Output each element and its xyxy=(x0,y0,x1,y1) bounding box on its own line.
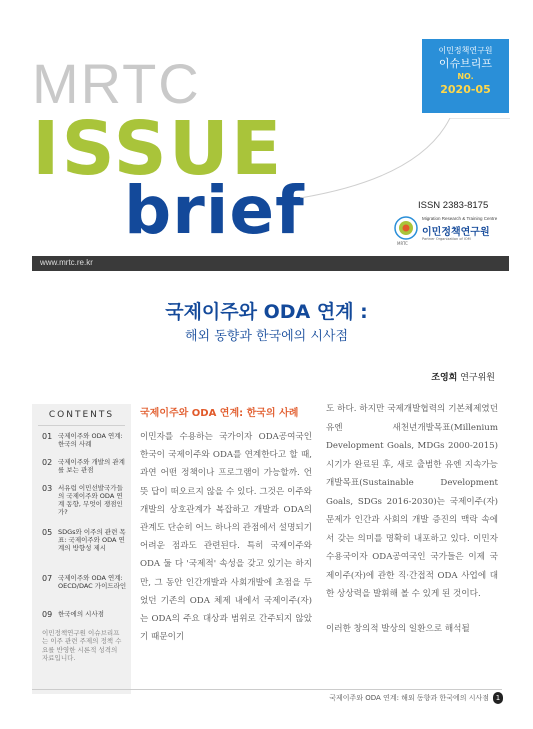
author-name: 조영희 xyxy=(431,373,458,383)
logo-subtitle: Partner Organization of IOM xyxy=(422,237,471,241)
contents-page-number: 05 xyxy=(42,528,53,537)
website-link[interactable]: www.mrtc.re.kr xyxy=(40,258,93,267)
contents-page-number: 01 xyxy=(42,432,53,441)
logo-english-name: Migration Research & Training Centre xyxy=(422,216,498,221)
contents-page-number: 03 xyxy=(42,484,53,493)
contents-item-label: 국제이주와 개발의 관계를 보는 관점 xyxy=(58,458,125,474)
mrtc-logo xyxy=(394,214,514,246)
page-title: 국제이주와 ODA 연계 : xyxy=(165,301,368,323)
contents-page-number: 02 xyxy=(42,458,53,467)
contents-item-label: 한국에의 시사점 xyxy=(58,610,105,618)
page-number: 1 xyxy=(493,692,503,704)
contents-item-label: 국제이주와 ODA 연계: OECD/DAC 가이드라인 xyxy=(58,574,127,590)
issue-wordmark: ISSUE xyxy=(32,106,284,192)
contents-footnote: 이민정책연구원 이슈브리프는 이주 관련 주제의 정책 수요를 반영한 시론적 성격의 자료입니다. xyxy=(42,629,122,662)
decorative-line xyxy=(300,118,510,198)
footer-divider xyxy=(32,689,502,690)
page-subtitle: 해외 동향과 한국에의 시사점 xyxy=(184,329,349,344)
badge-no-label: NO. xyxy=(457,72,474,81)
issn: ISSN 2383-8175 xyxy=(418,200,489,211)
contents-page-number: 07 xyxy=(42,574,53,583)
contents-box xyxy=(32,404,131,694)
running-title: 국제이주와 ODA 연계: 해외 동향과 한국에의 시사점 xyxy=(329,694,489,702)
contents-page-number: 09 xyxy=(42,610,53,619)
issue-badge xyxy=(422,39,509,113)
badge-title: 이슈브리프 xyxy=(438,57,493,70)
contents-item-label: SDGs와 이주의 관련 목표: 국제이주와 ODA 연계의 방향성 제시 xyxy=(58,528,126,552)
contents-heading: CONTENTS xyxy=(38,404,125,426)
logo-korean-name: 이민정책연구원 xyxy=(422,227,490,238)
badge-org: 이민정책연구원 xyxy=(438,46,493,55)
body-column-2-continued: 이러한 창의적 발상의 일환으로 해석될 xyxy=(326,624,470,634)
url-bar xyxy=(32,256,509,271)
section-heading: 국제이주와 ODA 연계: 한국의 사례 xyxy=(140,408,299,419)
author xyxy=(431,370,495,383)
brief-wordmark: brief xyxy=(124,172,305,249)
mrtc-wordmark: MRTC xyxy=(32,52,201,115)
author-role: 연구위원 xyxy=(460,373,495,383)
logo-mrtc: MRTC xyxy=(397,241,408,246)
contents-item-label: 서유럽 이민선발국가들의 국제이주와 ODA 연계 동향, 무엇이 쟁점인가? xyxy=(58,484,123,516)
logo-emblem-icon xyxy=(394,216,418,240)
body-column-2: 도 하다. 하지만 국제개발협력의 기본체제였던 유엔 새천년개발목표(Millenium Development Goals, MDGs 2000-2015) 시기가 완료된 후, 새로 출범한 유엔 지속가능개발목표(Sustainable Development Goals, SDGs 2016-2030)는 국제이주(자) 문제가 인간과 사회의 개발 증진의 맥락 속에서 갖는 의미를 명확히 내포하고 있다. 이민자수용국이자 ODA공여국인 국가들은 이제 국제이주(자)에 관한 직·간접적 ODA 사업에 대한 상상력을 발휘해 볼 수 있게 된 것이다. xyxy=(326,404,498,599)
body-column-1: 이민자를 수용하는 국가이자 ODA공여국인 한국이 국제이주와 ODA를 연계한다고 할 때, 과연 어떤 정책이나 프로그램이 가능할까. 언뜻 답이 떠오르지 않을 수 있다. 그것은 이주와 개발의 상호관계가 복잡하고 개발과 ODA의 관계도 단순히 어느 하나의 관점에서 설명되기 어려운 점과도 관련된다. 특히 국제이주와 ODA 둘 다 '국제적' 속성을 갖고 있기는 하지만, 그 동안 인간개발과 사회개발에 초점을 두었던 기존의 ODA 체제 내에서 국제이주(자)는 ODA의 주요 대상과 범위로 간주되지 않았기 때문이기 xyxy=(140,432,312,643)
badge-issue-number: 2020-05 xyxy=(440,83,491,96)
contents-item-label: 국제이주와 ODA 연계: 한국의 사례 xyxy=(58,432,123,448)
